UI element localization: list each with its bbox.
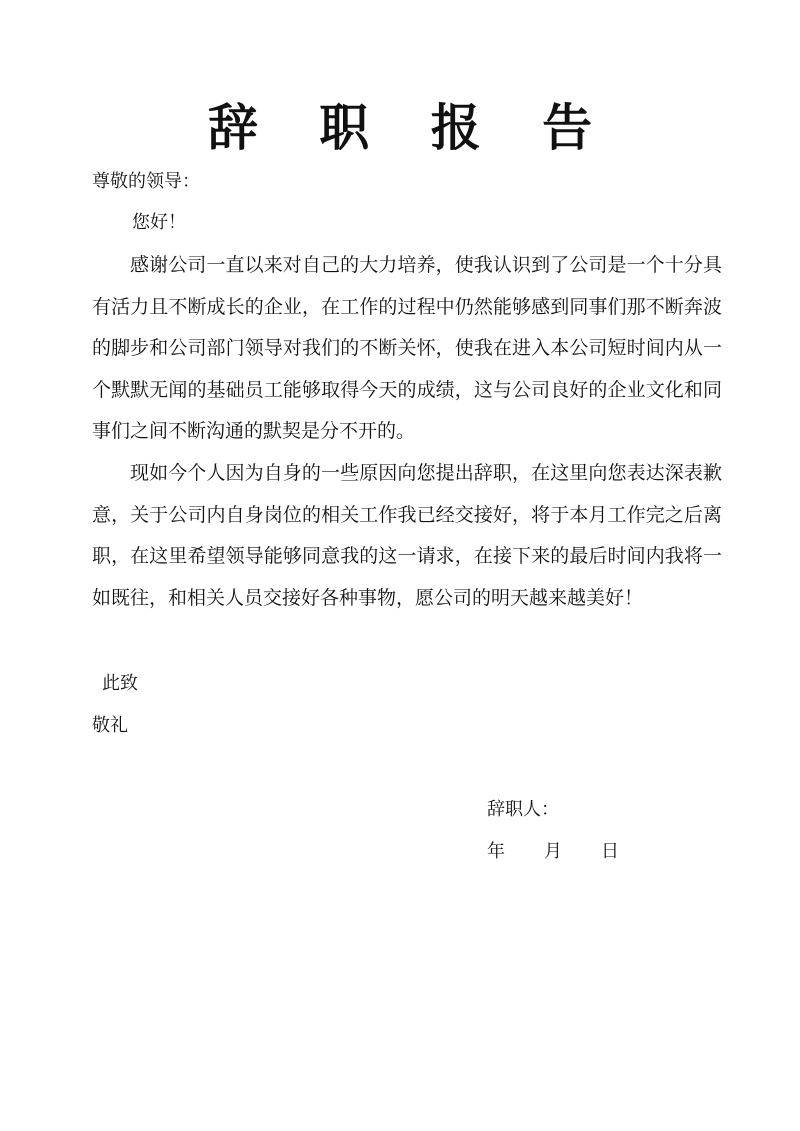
closing-line-1: 此致: [102, 673, 138, 694]
signer-label: 辞职人：: [487, 799, 559, 820]
body-paragraph-1: 感谢公司一直以来对自己的大力培养，使我认识到了公司是一个十分具有活力且不断成长的企业，在工作的过程中仍然能够感到同事们那不断奔波的脚步和公司部门领导对我们的不断关怀，使我在进入本公司短时间内从一个默默无闻的基础员工能够取得今天的成绩，这与公司良好的企业文化和同事们之间不断沟通的默契是分不开的。: [92, 254, 722, 442]
document-title: 辞 职 报 告: [207, 98, 615, 157]
date-month-label: 月: [544, 841, 562, 862]
date-year-label: 年: [487, 841, 505, 862]
date-day-label: 日: [601, 841, 619, 862]
date-line: [487, 838, 619, 866]
body-paragraph-2: 现如今个人因为自身的一些原因向您提出辞职，在这里向您表达深表歉意，关于公司内自身岗位的相关工作我已经交接好，将于本月工作完之后离职，在这里希望领导能够同意我的这一请求，在接下来的最后时间内我将一如既往，和相关人员交接好各种事物，愿公司的明天越来越美好！: [92, 462, 722, 609]
salutation: 尊敬的领导：: [92, 171, 200, 192]
closing-line-2: 敬礼: [92, 715, 128, 736]
greeting: 您好！: [132, 212, 186, 233]
